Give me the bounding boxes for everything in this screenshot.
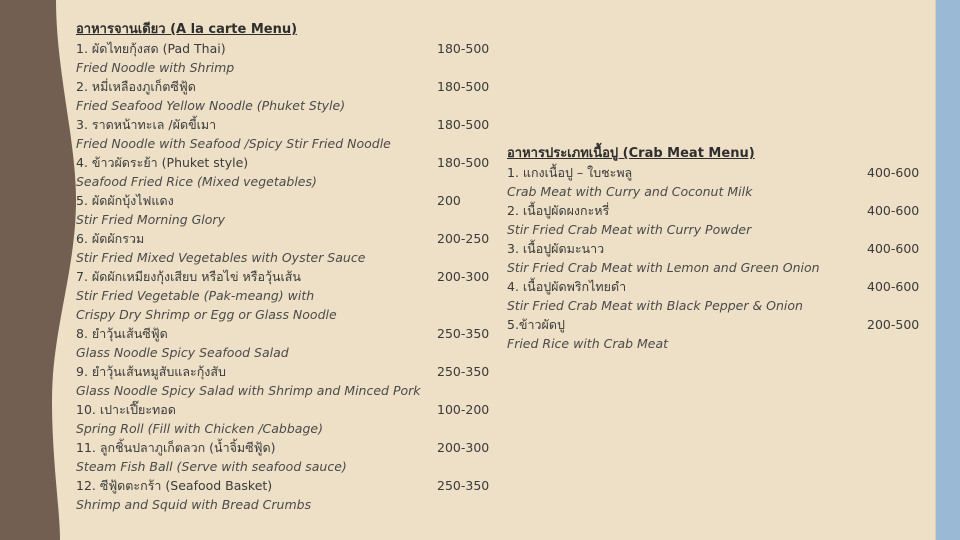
menu-item-line: [76, 476, 490, 495]
menu-item-line: [76, 191, 490, 210]
menu-item-line: [76, 400, 490, 419]
menu-item: [76, 191, 490, 229]
menu-item-english-name: Stir Fried Vegetable (Pak-meang) with: [76, 288, 315, 303]
menu-item-name: 2. หมี่เหลืองภูเก็ตซีฟู้ด: [76, 79, 196, 94]
menu-item-english-name: Fried Noodle with Shrimp: [76, 60, 235, 75]
menu-item-english-name: Fried Rice with Crab Meat: [507, 336, 669, 351]
menu-item-name: 1. แกงเนื้อปู – ใบชะพลู: [507, 165, 633, 180]
menu-item: [507, 201, 919, 239]
menu-item-line: [76, 115, 490, 134]
menu-item-line: [76, 324, 490, 343]
menu-item-english-name: Crab Meat with Curry and Coconut Milk: [507, 184, 753, 199]
menu-item-english-name: Glass Noodle Spicy Seafood Salad: [76, 345, 289, 360]
menu-item-line: [507, 163, 919, 182]
menu-item-line: [76, 267, 490, 286]
menu-item-price: 100-200: [437, 402, 490, 417]
menu-item: [76, 400, 490, 438]
section-title: อาหารจานเดียว (A la carte Menu): [76, 22, 298, 37]
menu-item-price: 250-350: [437, 326, 490, 341]
menu-item-english-name: Seafood Fried Rice (Mixed vegetables): [76, 174, 317, 189]
menu-item-price: 400-600: [867, 279, 920, 294]
menu-item: [76, 153, 490, 191]
menu-item-english-name: Stir Fried Crab Meat with Black Pepper & Onion: [507, 298, 803, 313]
menu-item-name: 5. ผัดผักบุ้งไฟแดง: [76, 193, 174, 208]
menu-item-name: 5.ข้าวผัดปู: [507, 317, 565, 332]
menu-item-price: 250-350: [437, 364, 490, 379]
menu-item-name: 1. ผัดไทยกุ้งสด (Pad Thai): [76, 41, 226, 56]
menu-item: [507, 315, 919, 353]
menu-item-line: [507, 315, 919, 334]
menu-item-line: [76, 153, 490, 172]
menu-item-english-name: Glass Noodle Spicy Salad with Shrimp and Minced Pork: [76, 383, 421, 398]
crab-meat-menu: [507, 144, 919, 353]
menu-item: [507, 239, 919, 277]
menu-item-name: 12. ซีฟู้ดตะกร้า (Seafood Basket): [76, 478, 273, 493]
menu-item-price: 180-500: [437, 79, 490, 94]
menu-item-name: 10. เปาะเปี๊ยะทอด: [76, 402, 176, 417]
menu-item-line: [76, 438, 490, 457]
menu-item-line: [76, 229, 490, 248]
menu-item-price: 200: [437, 193, 461, 208]
menu-item: [76, 77, 490, 115]
menu-item-line: [507, 277, 919, 296]
menu-item-english-name: Spring Roll (Fill with Chicken /Cabbage): [76, 421, 323, 436]
menu-item-price: 180-500: [437, 155, 490, 170]
menu-item-line: [76, 77, 490, 96]
menu-item-english-name: Stir Fried Morning Glory: [76, 212, 225, 227]
menu-item-english-name: Shrimp and Squid with Bread Crumbs: [76, 497, 312, 512]
menu-item-price: 180-500: [437, 41, 490, 56]
menu-item-name: 4. เนื้อปูผัดพริกไทยดำ: [507, 279, 627, 294]
menu-item-name: 7. ผัดผักเหมียงกุ้งเสียบ หรือไข่ หรือวุ้นเส้น: [76, 269, 301, 284]
menu-item-price: 200-300: [437, 440, 490, 455]
menu-item-name: 3. เนื้อปูผัดมะนาว: [507, 241, 605, 256]
menu-item: [76, 115, 490, 153]
menu-item-line: [507, 239, 919, 258]
menu-item: [76, 267, 490, 324]
menu-item-name: 2. เนื้อปูผัดผงกะหรี่: [507, 203, 610, 218]
menu-item-price: 400-600: [867, 203, 920, 218]
menu-items: [76, 39, 490, 514]
menu-item-english-name: Fried Seafood Yellow Noodle (Phuket Style): [76, 98, 346, 113]
menu-item-name: 11. ลูกชิ้นปลาภูเก็ตลวก (น้ำจิ้มซีฟู้ด): [76, 440, 276, 455]
menu-item: [76, 438, 490, 476]
menu-item: [76, 39, 490, 77]
menu-item-name: 4. ข้าวผัดระย้า (Phuket style): [76, 155, 249, 170]
wave-shape: [0, 0, 76, 540]
menu-item-name: 3. ราดหน้าทะเล /ผัดขี้เมา: [76, 117, 217, 132]
menu-item: [76, 362, 490, 400]
menu-item-price: 250-350: [437, 478, 490, 493]
menu-item-line: [507, 201, 919, 220]
section-title: อาหารประเภทเนื้อปู (Crab Meat Menu): [507, 146, 755, 161]
menu-item-english-name: Fried Noodle with Seafood /Spicy Stir Fried Noodle: [76, 136, 391, 151]
menu-item-english-name: Steam Fish Ball (Serve with seafood sauce): [76, 459, 347, 474]
menu-item: [76, 324, 490, 362]
menu-item-line: [76, 39, 490, 58]
menu-item-name: 8. ยำวุ้นเส้นซีฟู้ด: [76, 326, 168, 341]
right-blue-bar: [936, 0, 960, 540]
menu-item-price: 400-600: [867, 165, 920, 180]
menu-item-price: 200-300: [437, 269, 490, 284]
menu-item-price: 200-250: [437, 231, 490, 246]
menu-item-price: 400-600: [867, 241, 920, 256]
menu-item-line: [76, 362, 490, 381]
menu-item-english-name: Stir Fried Mixed Vegetables with Oyster Sauce: [76, 250, 366, 265]
menu-item-name: 9. ยำวุ้นเส้นหมูสับและกุ้งสับ: [76, 364, 226, 379]
menu-item: [507, 163, 919, 201]
menu-item: [76, 229, 490, 267]
menu-item-english-name: Stir Fried Crab Meat with Lemon and Green Onion: [507, 260, 820, 275]
menu-item-english-name: Crispy Dry Shrimp or Egg or Glass Noodle: [76, 307, 337, 322]
menu-item-name: 6. ผัดผักรวม: [76, 231, 145, 246]
menu-item: [507, 277, 919, 315]
menu-item-english-name: Stir Fried Crab Meat with Curry Powder: [507, 222, 752, 237]
menu-item-price: 200-500: [867, 317, 920, 332]
menu-item: [76, 476, 490, 514]
menu-items: [507, 163, 919, 353]
menu-item-price: 180-500: [437, 117, 490, 132]
a-la-carte-menu: [76, 20, 490, 514]
